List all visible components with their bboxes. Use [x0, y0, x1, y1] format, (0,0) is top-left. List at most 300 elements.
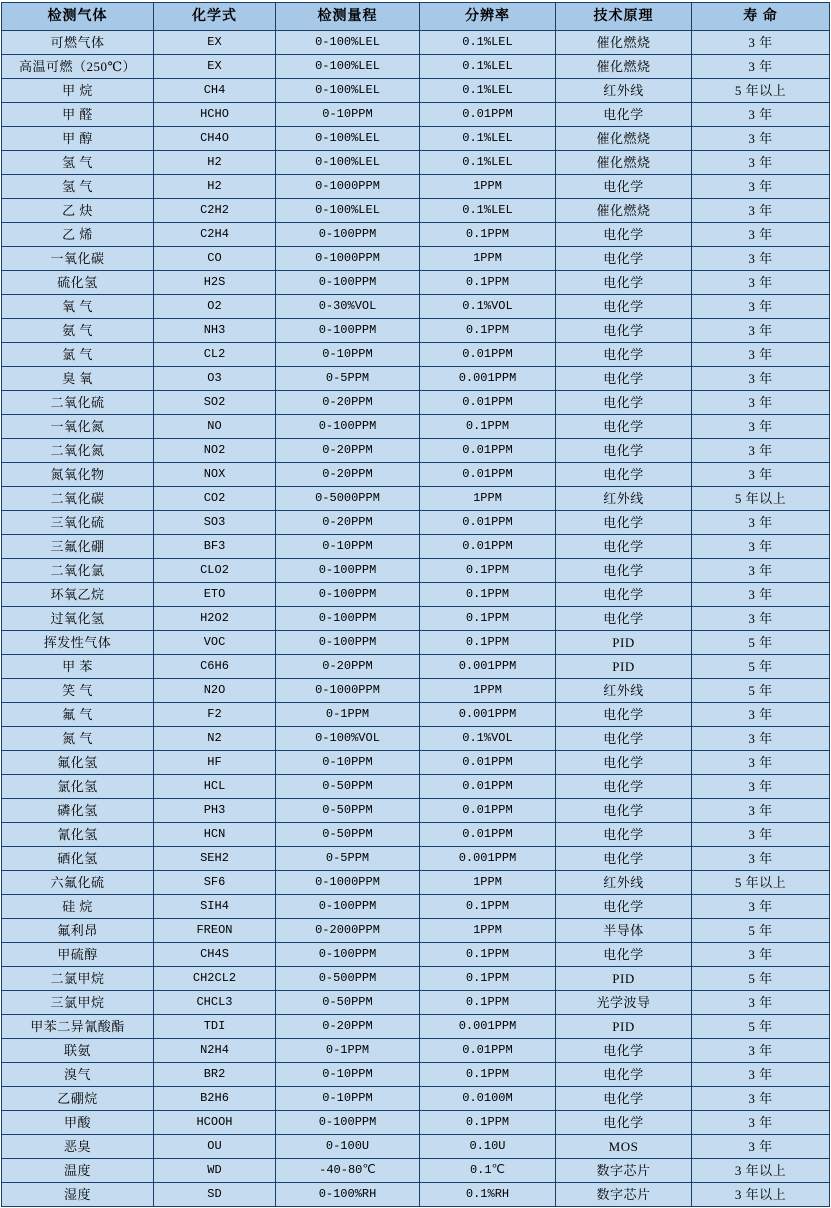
- cell-chemical-formula: EX: [154, 31, 276, 55]
- table-row: [2, 895, 830, 919]
- cell-detection-range: 0-50PPM: [276, 991, 420, 1015]
- column-header-formula: 化学式: [154, 3, 276, 31]
- cell-gas-name: 氧 气: [2, 295, 154, 319]
- cell-resolution: 0.1PPM: [420, 607, 556, 631]
- cell-service-life: 3 年: [692, 535, 830, 559]
- cell-service-life: 5 年: [692, 1015, 830, 1039]
- cell-gas-name: 氢 气: [2, 151, 154, 175]
- cell-technical-principle: 电化学: [556, 727, 692, 751]
- cell-detection-range: 0-100%LEL: [276, 79, 420, 103]
- cell-chemical-formula: CO2: [154, 487, 276, 511]
- cell-resolution: 0.1℃: [420, 1159, 556, 1183]
- cell-chemical-formula: O3: [154, 367, 276, 391]
- cell-technical-principle: 电化学: [556, 103, 692, 127]
- cell-gas-name: 乙 炔: [2, 199, 154, 223]
- table-row: [2, 1183, 830, 1207]
- cell-technical-principle: 电化学: [556, 367, 692, 391]
- cell-gas-name: 氢 气: [2, 175, 154, 199]
- cell-technical-principle: 电化学: [556, 1087, 692, 1111]
- cell-chemical-formula: SEH2: [154, 847, 276, 871]
- cell-technical-principle: 电化学: [556, 463, 692, 487]
- cell-resolution: 0.1PPM: [420, 223, 556, 247]
- cell-detection-range: 0-2000PPM: [276, 919, 420, 943]
- cell-service-life: 3 年: [692, 607, 830, 631]
- cell-service-life: 3 年: [692, 943, 830, 967]
- cell-detection-range: 0-10PPM: [276, 535, 420, 559]
- cell-gas-name: 溴气: [2, 1063, 154, 1087]
- cell-service-life: 3 年: [692, 895, 830, 919]
- cell-service-life: 3 年: [692, 463, 830, 487]
- cell-chemical-formula: NH3: [154, 319, 276, 343]
- cell-service-life: 3 年: [692, 847, 830, 871]
- cell-chemical-formula: HCN: [154, 823, 276, 847]
- table-row: [2, 199, 830, 223]
- table-row: [2, 103, 830, 127]
- table-row: [2, 1039, 830, 1063]
- table-row: [2, 319, 830, 343]
- cell-service-life: 3 年: [692, 319, 830, 343]
- cell-gas-name: 二氧化碳: [2, 487, 154, 511]
- cell-resolution: 0.1PPM: [420, 991, 556, 1015]
- cell-detection-range: 0-100%LEL: [276, 127, 420, 151]
- cell-gas-name: 一氧化氮: [2, 415, 154, 439]
- table-row: [2, 463, 830, 487]
- cell-service-life: 3 年: [692, 247, 830, 271]
- cell-resolution: 0.1PPM: [420, 1111, 556, 1135]
- cell-service-life: 3 年: [692, 727, 830, 751]
- cell-chemical-formula: NO: [154, 415, 276, 439]
- cell-gas-name: 恶臭: [2, 1135, 154, 1159]
- cell-service-life: 3 年: [692, 391, 830, 415]
- cell-detection-range: 0-20PPM: [276, 439, 420, 463]
- cell-resolution: 0.1%LEL: [420, 127, 556, 151]
- cell-resolution: 1PPM: [420, 871, 556, 895]
- cell-resolution: 0.01PPM: [420, 1039, 556, 1063]
- table-row: [2, 415, 830, 439]
- cell-service-life: 3 年: [692, 823, 830, 847]
- cell-service-life: 3 年: [692, 271, 830, 295]
- table-row: [2, 631, 830, 655]
- table-row: [2, 1087, 830, 1111]
- cell-service-life: 3 年: [692, 55, 830, 79]
- table-row: [2, 1015, 830, 1039]
- cell-chemical-formula: O2: [154, 295, 276, 319]
- cell-gas-name: 臭 氧: [2, 367, 154, 391]
- table-row: [2, 127, 830, 151]
- cell-resolution: 0.1%LEL: [420, 199, 556, 223]
- cell-chemical-formula: N2H4: [154, 1039, 276, 1063]
- cell-chemical-formula: SF6: [154, 871, 276, 895]
- cell-technical-principle: 电化学: [556, 439, 692, 463]
- cell-chemical-formula: N2O: [154, 679, 276, 703]
- cell-gas-name: 氟 气: [2, 703, 154, 727]
- column-header-principle: 技术原理: [556, 3, 692, 31]
- cell-chemical-formula: NO2: [154, 439, 276, 463]
- cell-gas-name: 硅 烷: [2, 895, 154, 919]
- cell-detection-range: 0-20PPM: [276, 511, 420, 535]
- cell-detection-range: 0-100%VOL: [276, 727, 420, 751]
- cell-resolution: 0.001PPM: [420, 367, 556, 391]
- cell-resolution: 0.1%LEL: [420, 31, 556, 55]
- cell-resolution: 0.1PPM: [420, 1063, 556, 1087]
- table-row: [2, 151, 830, 175]
- cell-chemical-formula: CLO2: [154, 559, 276, 583]
- cell-detection-range: 0-100PPM: [276, 1111, 420, 1135]
- cell-gas-name: 氮 气: [2, 727, 154, 751]
- cell-gas-name: 二氧化氯: [2, 559, 154, 583]
- table-row: [2, 943, 830, 967]
- cell-technical-principle: 电化学: [556, 175, 692, 199]
- cell-service-life: 3 年: [692, 223, 830, 247]
- cell-technical-principle: 红外线: [556, 679, 692, 703]
- cell-service-life: 3 年: [692, 1135, 830, 1159]
- cell-chemical-formula: N2: [154, 727, 276, 751]
- cell-detection-range: 0-10PPM: [276, 343, 420, 367]
- cell-gas-name: 温度: [2, 1159, 154, 1183]
- table-row: [2, 607, 830, 631]
- cell-chemical-formula: CO: [154, 247, 276, 271]
- cell-detection-range: 0-1000PPM: [276, 247, 420, 271]
- cell-chemical-formula: BF3: [154, 535, 276, 559]
- cell-service-life: 3 年以上: [692, 1159, 830, 1183]
- table-row: [2, 1111, 830, 1135]
- cell-service-life: 3 年: [692, 175, 830, 199]
- cell-chemical-formula: CHCL3: [154, 991, 276, 1015]
- cell-resolution: 0.1PPM: [420, 559, 556, 583]
- cell-technical-principle: 电化学: [556, 319, 692, 343]
- cell-service-life: 3 年: [692, 127, 830, 151]
- cell-detection-range: 0-100%LEL: [276, 31, 420, 55]
- column-header-range: 检测量程: [276, 3, 420, 31]
- cell-detection-range: 0-100PPM: [276, 271, 420, 295]
- cell-chemical-formula: H2O2: [154, 607, 276, 631]
- cell-resolution: 0.1%LEL: [420, 55, 556, 79]
- table-header: [2, 3, 830, 31]
- cell-technical-principle: 电化学: [556, 391, 692, 415]
- cell-technical-principle: 电化学: [556, 751, 692, 775]
- cell-resolution: 0.1PPM: [420, 631, 556, 655]
- cell-service-life: 3 年: [692, 775, 830, 799]
- cell-detection-range: 0-20PPM: [276, 655, 420, 679]
- cell-resolution: 0.01PPM: [420, 391, 556, 415]
- cell-detection-range: 0-20PPM: [276, 391, 420, 415]
- cell-detection-range: 0-100%LEL: [276, 55, 420, 79]
- cell-gas-name: 氟利昂: [2, 919, 154, 943]
- column-header-resolution: 分辨率: [420, 3, 556, 31]
- cell-technical-principle: 电化学: [556, 823, 692, 847]
- cell-technical-principle: 红外线: [556, 871, 692, 895]
- cell-gas-name: 环氧乙烷: [2, 583, 154, 607]
- cell-chemical-formula: CH4S: [154, 943, 276, 967]
- table-row: [2, 583, 830, 607]
- cell-detection-range: 0-1000PPM: [276, 175, 420, 199]
- cell-service-life: 3 年: [692, 151, 830, 175]
- cell-technical-principle: PID: [556, 631, 692, 655]
- cell-technical-principle: 电化学: [556, 1063, 692, 1087]
- cell-chemical-formula: NOX: [154, 463, 276, 487]
- cell-resolution: 0.01PPM: [420, 775, 556, 799]
- cell-gas-name: 联氨: [2, 1039, 154, 1063]
- cell-detection-range: 0-10PPM: [276, 103, 420, 127]
- cell-technical-principle: 电化学: [556, 943, 692, 967]
- cell-chemical-formula: C2H4: [154, 223, 276, 247]
- cell-detection-range: 0-5PPM: [276, 367, 420, 391]
- cell-resolution: 0.1PPM: [420, 415, 556, 439]
- table-row: [2, 919, 830, 943]
- cell-chemical-formula: TDI: [154, 1015, 276, 1039]
- cell-detection-range: 0-1PPM: [276, 703, 420, 727]
- cell-resolution: 1PPM: [420, 175, 556, 199]
- table-row: [2, 703, 830, 727]
- cell-gas-name: 高温可燃（250℃）: [2, 55, 154, 79]
- cell-detection-range: 0-50PPM: [276, 823, 420, 847]
- column-header-life: 寿 命: [692, 3, 830, 31]
- cell-service-life: 3 年: [692, 415, 830, 439]
- cell-gas-name: 三氯甲烷: [2, 991, 154, 1015]
- table-body: [2, 31, 830, 1207]
- cell-gas-name: 二氧化氮: [2, 439, 154, 463]
- cell-technical-principle: 电化学: [556, 295, 692, 319]
- cell-detection-range: 0-10PPM: [276, 1063, 420, 1087]
- table-row: [2, 775, 830, 799]
- cell-gas-name: 氯 气: [2, 343, 154, 367]
- table-row: [2, 295, 830, 319]
- table-row: [2, 247, 830, 271]
- cell-technical-principle: 电化学: [556, 1039, 692, 1063]
- cell-service-life: 3 年: [692, 295, 830, 319]
- cell-resolution: 0.01PPM: [420, 823, 556, 847]
- cell-detection-range: 0-30%VOL: [276, 295, 420, 319]
- cell-resolution: 0.001PPM: [420, 703, 556, 727]
- table-row: [2, 367, 830, 391]
- cell-resolution: 0.01PPM: [420, 343, 556, 367]
- cell-detection-range: 0-100U: [276, 1135, 420, 1159]
- cell-technical-principle: 电化学: [556, 343, 692, 367]
- cell-technical-principle: 电化学: [556, 895, 692, 919]
- cell-technical-principle: 红外线: [556, 487, 692, 511]
- cell-resolution: 0.1PPM: [420, 583, 556, 607]
- cell-resolution: 0.01PPM: [420, 535, 556, 559]
- table-row: [2, 343, 830, 367]
- cell-detection-range: 0-1000PPM: [276, 679, 420, 703]
- cell-gas-name: 硒化氢: [2, 847, 154, 871]
- cell-gas-name: 磷化氢: [2, 799, 154, 823]
- cell-chemical-formula: CH4O: [154, 127, 276, 151]
- cell-service-life: 3 年: [692, 103, 830, 127]
- cell-technical-principle: 电化学: [556, 559, 692, 583]
- cell-detection-range: 0-500PPM: [276, 967, 420, 991]
- cell-resolution: 0.1%VOL: [420, 727, 556, 751]
- cell-gas-name: 硫化氢: [2, 271, 154, 295]
- cell-resolution: 0.1PPM: [420, 943, 556, 967]
- cell-technical-principle: 电化学: [556, 847, 692, 871]
- cell-resolution: 1PPM: [420, 919, 556, 943]
- cell-technical-principle: 电化学: [556, 583, 692, 607]
- cell-service-life: 3 年: [692, 1063, 830, 1087]
- cell-gas-name: 一氧化碳: [2, 247, 154, 271]
- cell-resolution: 0.1PPM: [420, 895, 556, 919]
- cell-technical-principle: PID: [556, 1015, 692, 1039]
- cell-service-life: 3 年: [692, 343, 830, 367]
- cell-chemical-formula: F2: [154, 703, 276, 727]
- cell-resolution: 0.10U: [420, 1135, 556, 1159]
- cell-detection-range: 0-100PPM: [276, 559, 420, 583]
- cell-technical-principle: 半导体: [556, 919, 692, 943]
- cell-detection-range: 0-100PPM: [276, 583, 420, 607]
- table-row: [2, 79, 830, 103]
- cell-detection-range: 0-100PPM: [276, 631, 420, 655]
- cell-gas-name: 甲 烷: [2, 79, 154, 103]
- table-row: [2, 751, 830, 775]
- cell-resolution: 0.01PPM: [420, 463, 556, 487]
- gas-specification-table: [1, 2, 830, 1207]
- table-row: [2, 223, 830, 247]
- cell-resolution: 0.1%LEL: [420, 79, 556, 103]
- cell-technical-principle: 电化学: [556, 247, 692, 271]
- table-row: [2, 1135, 830, 1159]
- cell-technical-principle: PID: [556, 967, 692, 991]
- cell-technical-principle: 电化学: [556, 415, 692, 439]
- cell-service-life: 5 年: [692, 919, 830, 943]
- cell-chemical-formula: H2: [154, 151, 276, 175]
- table-row: [2, 871, 830, 895]
- cell-service-life: 5 年: [692, 679, 830, 703]
- cell-service-life: 3 年: [692, 439, 830, 463]
- cell-gas-name: 过氧化氢: [2, 607, 154, 631]
- cell-resolution: 0.1PPM: [420, 319, 556, 343]
- cell-resolution: 0.1%VOL: [420, 295, 556, 319]
- cell-service-life: 3 年: [692, 583, 830, 607]
- table-row: [2, 487, 830, 511]
- cell-detection-range: 0-100PPM: [276, 415, 420, 439]
- cell-chemical-formula: HCHO: [154, 103, 276, 127]
- cell-detection-range: 0-50PPM: [276, 799, 420, 823]
- table-row: [2, 439, 830, 463]
- table-row: [2, 823, 830, 847]
- cell-chemical-formula: OU: [154, 1135, 276, 1159]
- cell-resolution: 0.001PPM: [420, 1015, 556, 1039]
- cell-service-life: 3 年: [692, 199, 830, 223]
- cell-technical-principle: 电化学: [556, 535, 692, 559]
- cell-gas-name: 甲 醛: [2, 103, 154, 127]
- cell-service-life: 5 年: [692, 967, 830, 991]
- cell-gas-name: 氟化氢: [2, 751, 154, 775]
- cell-service-life: 3 年: [692, 511, 830, 535]
- cell-resolution: 0.1PPM: [420, 271, 556, 295]
- cell-resolution: 0.01PPM: [420, 103, 556, 127]
- cell-technical-principle: 电化学: [556, 799, 692, 823]
- cell-service-life: 5 年: [692, 655, 830, 679]
- cell-resolution: 0.01PPM: [420, 751, 556, 775]
- header-row: [2, 3, 830, 31]
- cell-gas-name: 二氧化硫: [2, 391, 154, 415]
- cell-technical-principle: 电化学: [556, 607, 692, 631]
- cell-technical-principle: 红外线: [556, 79, 692, 103]
- cell-gas-name: 氨 气: [2, 319, 154, 343]
- cell-gas-name: 甲 苯: [2, 655, 154, 679]
- cell-chemical-formula: SO3: [154, 511, 276, 535]
- cell-detection-range: 0-100%LEL: [276, 151, 420, 175]
- cell-chemical-formula: BR2: [154, 1063, 276, 1087]
- cell-technical-principle: 光学波导: [556, 991, 692, 1015]
- cell-detection-range: 0-5000PPM: [276, 487, 420, 511]
- cell-technical-principle: 催化燃烧: [556, 199, 692, 223]
- cell-resolution: 1PPM: [420, 679, 556, 703]
- cell-gas-name: 湿度: [2, 1183, 154, 1207]
- cell-technical-principle: 催化燃烧: [556, 127, 692, 151]
- cell-chemical-formula: H2S: [154, 271, 276, 295]
- cell-chemical-formula: VOC: [154, 631, 276, 655]
- cell-service-life: 5 年以上: [692, 487, 830, 511]
- cell-gas-name: 氯化氢: [2, 775, 154, 799]
- cell-service-life: 3 年以上: [692, 1183, 830, 1207]
- table-row: [2, 175, 830, 199]
- cell-chemical-formula: HCL: [154, 775, 276, 799]
- table-row: [2, 55, 830, 79]
- cell-detection-range: 0-100PPM: [276, 943, 420, 967]
- cell-chemical-formula: SO2: [154, 391, 276, 415]
- cell-gas-name: 挥发性气体: [2, 631, 154, 655]
- cell-service-life: 3 年: [692, 31, 830, 55]
- table-row: [2, 655, 830, 679]
- cell-service-life: 3 年: [692, 703, 830, 727]
- table-row: [2, 391, 830, 415]
- cell-chemical-formula: B2H6: [154, 1087, 276, 1111]
- cell-resolution: 0.001PPM: [420, 847, 556, 871]
- table-row: [2, 559, 830, 583]
- column-header-gas: 检测气体: [2, 3, 154, 31]
- table-row: [2, 271, 830, 295]
- cell-service-life: 3 年: [692, 799, 830, 823]
- table-row: [2, 1159, 830, 1183]
- cell-service-life: 3 年: [692, 991, 830, 1015]
- cell-chemical-formula: CH2CL2: [154, 967, 276, 991]
- cell-detection-range: 0-10PPM: [276, 751, 420, 775]
- cell-gas-name: 氰化氢: [2, 823, 154, 847]
- cell-gas-name: 笑 气: [2, 679, 154, 703]
- cell-resolution: 0.1PPM: [420, 967, 556, 991]
- cell-chemical-formula: H2: [154, 175, 276, 199]
- cell-resolution: 1PPM: [420, 487, 556, 511]
- cell-technical-principle: 电化学: [556, 511, 692, 535]
- table-row: [2, 967, 830, 991]
- cell-detection-range: 0-1PPM: [276, 1039, 420, 1063]
- cell-detection-range: 0-10PPM: [276, 1087, 420, 1111]
- cell-detection-range: 0-50PPM: [276, 775, 420, 799]
- cell-chemical-formula: PH3: [154, 799, 276, 823]
- cell-chemical-formula: HCOOH: [154, 1111, 276, 1135]
- cell-detection-range: 0-100PPM: [276, 319, 420, 343]
- cell-service-life: 5 年以上: [692, 79, 830, 103]
- cell-resolution: 0.01PPM: [420, 439, 556, 463]
- cell-detection-range: 0-1000PPM: [276, 871, 420, 895]
- cell-technical-principle: 电化学: [556, 775, 692, 799]
- cell-chemical-formula: EX: [154, 55, 276, 79]
- cell-gas-name: 三氧化硫: [2, 511, 154, 535]
- cell-gas-name: 甲 醇: [2, 127, 154, 151]
- cell-gas-name: 甲酸: [2, 1111, 154, 1135]
- cell-gas-name: 氮氧化物: [2, 463, 154, 487]
- cell-technical-principle: MOS: [556, 1135, 692, 1159]
- cell-gas-name: 可燃气体: [2, 31, 154, 55]
- cell-chemical-formula: C2H2: [154, 199, 276, 223]
- cell-resolution: 0.001PPM: [420, 655, 556, 679]
- cell-gas-name: 甲硫醇: [2, 943, 154, 967]
- table-row: [2, 991, 830, 1015]
- cell-technical-principle: 数字芯片: [556, 1159, 692, 1183]
- cell-detection-range: 0-20PPM: [276, 1015, 420, 1039]
- cell-service-life: 5 年: [692, 631, 830, 655]
